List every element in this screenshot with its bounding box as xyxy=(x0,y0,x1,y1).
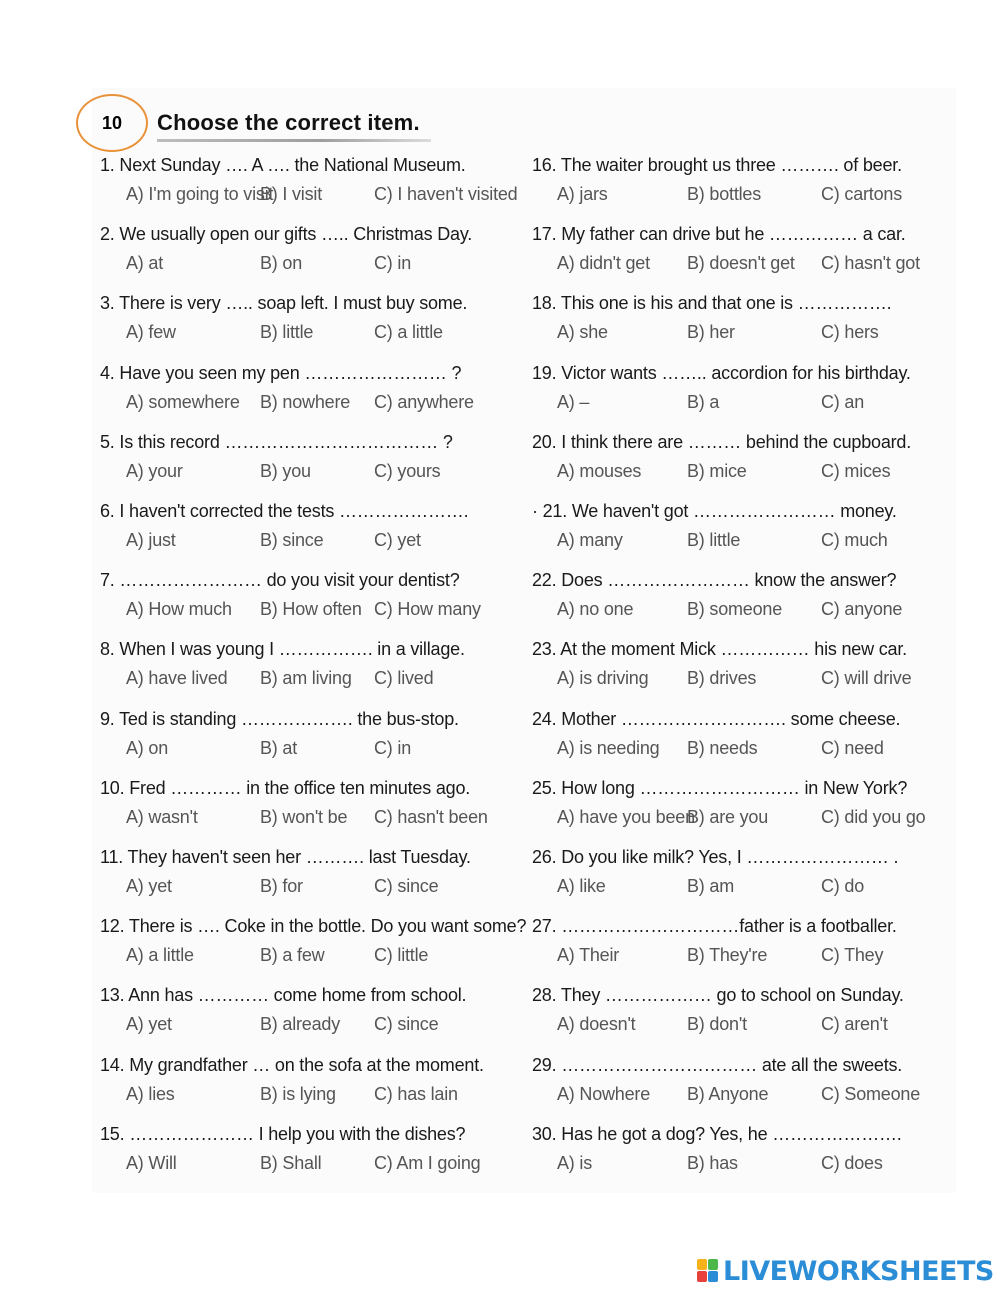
answer-option-c[interactable]: C) do xyxy=(821,876,865,896)
exercise-heading: Choose the correct item. xyxy=(157,110,420,135)
answer-option-b[interactable]: B) a few xyxy=(260,945,325,965)
answer-options xyxy=(532,530,944,554)
question-text: 29. …………………………… ate all the sweets. xyxy=(532,1055,903,1075)
question-item xyxy=(100,224,516,284)
liveworksheets-logo-text: LIVEWORKSHEETS xyxy=(723,1255,994,1287)
answer-option-a[interactable]: A) have you been xyxy=(557,807,695,827)
question-item xyxy=(532,985,944,1045)
question-text: 20. I think there are ……… behind the cupboard. xyxy=(532,432,912,452)
answer-options xyxy=(532,322,944,346)
question-item xyxy=(100,709,516,769)
answer-option-c[interactable]: C) aren't xyxy=(821,1014,888,1034)
answer-option-b[interactable]: B) They're xyxy=(687,945,768,965)
answer-options xyxy=(100,668,516,692)
question-item xyxy=(532,155,944,215)
answer-option-c[interactable]: C) anyone xyxy=(821,599,903,619)
answer-option-c[interactable]: C) much xyxy=(821,530,888,550)
answer-option-c[interactable]: C) hers xyxy=(821,322,879,342)
answer-options xyxy=(532,184,944,208)
answer-option-a[interactable]: A) your xyxy=(126,461,183,481)
answer-option-a[interactable]: A) many xyxy=(557,530,623,550)
question-text: 12. There is …. Coke in the bottle. Do you want some? xyxy=(100,916,527,936)
question-item xyxy=(532,916,944,976)
heading-underline xyxy=(157,139,431,142)
answer-option-b[interactable]: B) I visit xyxy=(260,184,323,204)
answer-options xyxy=(100,876,516,900)
answer-option-a[interactable]: A) lies xyxy=(126,1084,175,1104)
answer-options xyxy=(100,945,516,969)
answer-option-b[interactable]: B) doesn't get xyxy=(687,253,795,273)
answer-options xyxy=(532,807,944,831)
question-item xyxy=(100,1055,516,1115)
answer-option-c[interactable]: C) does xyxy=(821,1153,883,1173)
answer-options xyxy=(532,1153,944,1177)
answer-option-a[interactable]: A) few xyxy=(126,322,176,342)
question-text: · 21. We haven't got …………………… money. xyxy=(532,501,897,521)
answer-option-b[interactable]: B) has xyxy=(687,1153,738,1173)
question-item xyxy=(532,1055,944,1115)
question-item xyxy=(532,501,944,561)
answer-option-a[interactable]: A) – xyxy=(557,392,590,412)
question-item xyxy=(100,570,516,630)
answer-options xyxy=(532,668,944,692)
answer-option-b[interactable]: B) won't be xyxy=(260,807,348,827)
answer-option-c[interactable]: C) has lain xyxy=(374,1084,458,1104)
answer-option-b[interactable]: B) on xyxy=(260,253,303,273)
question-text: 28. They ……………… go to school on Sunday. xyxy=(532,985,904,1005)
question-item xyxy=(100,155,516,215)
answer-options xyxy=(532,1014,944,1038)
answer-option-c[interactable]: C) Someone xyxy=(821,1084,921,1104)
answer-option-b[interactable]: B) needs xyxy=(687,738,758,758)
answer-options xyxy=(100,738,516,762)
answer-option-a[interactable]: A) Will xyxy=(126,1153,177,1173)
answer-options xyxy=(532,945,944,969)
answer-option-c[interactable]: C) hasn't got xyxy=(821,253,920,273)
answer-option-a[interactable]: A) no one xyxy=(557,599,634,619)
answer-option-c[interactable]: C) How many xyxy=(374,599,481,619)
answer-option-a[interactable]: A) at xyxy=(126,253,164,273)
question-text: 13. Ann has ………… come home from school. xyxy=(100,985,467,1005)
answer-option-a[interactable]: A) yet xyxy=(126,876,172,896)
question-item xyxy=(532,224,944,284)
answer-option-a[interactable]: A) somewhere xyxy=(126,392,240,412)
exercise-number-badge: 10 xyxy=(76,94,148,152)
answer-option-c[interactable]: C) lived xyxy=(374,668,434,688)
answer-option-b[interactable]: B) drives xyxy=(687,668,757,688)
answer-option-c[interactable]: C) did you go xyxy=(821,807,926,827)
answer-option-a[interactable]: A) on xyxy=(126,738,169,758)
answer-option-b[interactable]: B) at xyxy=(260,738,298,758)
question-text: 26. Do you like milk? Yes, I …………………… . xyxy=(532,847,899,867)
question-item xyxy=(100,847,516,907)
answer-options xyxy=(100,599,516,623)
answer-options xyxy=(100,392,516,416)
answer-option-a[interactable]: A) is driving xyxy=(557,668,649,688)
answer-option-b[interactable]: B) a xyxy=(687,392,720,412)
answer-options xyxy=(100,461,516,485)
answer-option-a[interactable]: A) didn't get xyxy=(557,253,650,273)
question-item xyxy=(100,432,516,492)
question-item xyxy=(532,432,944,492)
question-item xyxy=(532,363,944,423)
question-text: 25. How long ……………………… in New York? xyxy=(532,778,908,798)
answer-option-a[interactable]: A) doesn't xyxy=(557,1014,636,1034)
answer-option-c[interactable]: C) will drive xyxy=(821,668,912,688)
question-text: 11. They haven't seen her ………. last Tuesday. xyxy=(100,847,471,867)
answer-option-a[interactable]: A) Nowhere xyxy=(557,1084,651,1104)
answer-option-b[interactable]: B) How often xyxy=(260,599,362,619)
answer-option-b[interactable]: B) don't xyxy=(687,1014,747,1034)
question-item xyxy=(100,501,516,561)
answer-option-b[interactable]: B) since xyxy=(260,530,324,550)
answer-option-a[interactable]: A) just xyxy=(126,530,176,550)
answer-option-b[interactable]: B) for xyxy=(260,876,303,896)
question-text: 10. Fred ………… in the office ten minutes ago. xyxy=(100,778,471,798)
answer-option-c[interactable]: C) anywhere xyxy=(374,392,474,412)
answer-option-c[interactable]: C) yet xyxy=(374,530,421,550)
answer-options xyxy=(532,1084,944,1108)
question-item xyxy=(532,709,944,769)
answer-option-a[interactable]: A) she xyxy=(557,322,608,342)
answer-option-b[interactable]: B) little xyxy=(260,322,314,342)
question-item xyxy=(532,778,944,838)
question-text: 30. Has he got a dog? Yes, he …………………. xyxy=(532,1124,902,1144)
question-text: 7. …………………… do you visit your dentist? xyxy=(100,570,460,590)
answer-option-b[interactable]: B) is lying xyxy=(260,1084,336,1104)
question-text: 15. ………………… I help you with the dishes? xyxy=(100,1124,466,1144)
answer-option-a[interactable]: A) is needing xyxy=(557,738,660,758)
question-item xyxy=(100,639,516,699)
answer-option-a[interactable]: A) wasn't xyxy=(126,807,198,827)
answer-option-a[interactable]: A) I'm going to visit xyxy=(126,184,274,204)
question-item xyxy=(532,1124,944,1184)
answer-option-c[interactable]: C) a little xyxy=(374,322,443,342)
answer-option-a[interactable]: A) How much xyxy=(126,599,232,619)
question-item xyxy=(100,778,516,838)
answer-option-b[interactable]: B) nowhere xyxy=(260,392,351,412)
answer-option-a[interactable]: A) a little xyxy=(126,945,194,965)
liveworksheets-logo-icon xyxy=(697,1259,719,1283)
answer-options xyxy=(532,738,944,762)
answer-option-c[interactable]: C) need xyxy=(821,738,884,758)
answer-options xyxy=(100,1014,516,1038)
question-text: 23. At the moment Mick …………… his new car. xyxy=(532,639,907,659)
answer-option-a[interactable]: A) yet xyxy=(126,1014,172,1034)
answer-option-b[interactable]: B) Shall xyxy=(260,1153,322,1173)
question-text: 8. When I was young I ……………. in a village. xyxy=(100,639,465,659)
answer-option-c[interactable]: C) in xyxy=(374,253,412,273)
answer-option-b[interactable]: B) Anyone xyxy=(687,1084,769,1104)
answer-options xyxy=(100,530,516,554)
answer-option-c[interactable]: C) since xyxy=(374,876,439,896)
answer-options xyxy=(532,599,944,623)
question-text: 19. Victor wants …….. accordion for his birthday. xyxy=(532,363,911,383)
answer-options xyxy=(100,322,516,346)
question-item xyxy=(532,847,944,907)
question-item xyxy=(100,293,516,353)
question-text: 24. Mother ………………………. some cheese. xyxy=(532,709,901,729)
answer-option-c[interactable]: C) Am I going xyxy=(374,1153,481,1173)
answer-options xyxy=(100,1084,516,1108)
answer-options xyxy=(100,184,516,208)
question-text: 14. My grandfather … on the sofa at the moment. xyxy=(100,1055,484,1075)
question-text: 22. Does …………………… know the answer? xyxy=(532,570,897,590)
question-text: 2. We usually open our gifts ….. Christmas Day. xyxy=(100,224,473,244)
answer-option-a[interactable]: A) jars xyxy=(557,184,608,204)
answer-option-c[interactable]: C) cartons xyxy=(821,184,903,204)
answer-option-c[interactable]: C) in xyxy=(374,738,412,758)
answer-options xyxy=(100,253,516,277)
answer-option-a[interactable]: A) like xyxy=(557,876,606,896)
answer-option-b[interactable]: B) am xyxy=(687,876,735,896)
question-text: 5. Is this record ……………………………… ? xyxy=(100,432,453,452)
answer-option-a[interactable]: A) have lived xyxy=(126,668,228,688)
answer-option-c[interactable]: C) mices xyxy=(821,461,891,481)
question-text: 3. There is very ….. soap left. I must buy some. xyxy=(100,293,468,313)
liveworksheets-logo[interactable] xyxy=(697,1256,994,1286)
answer-option-c[interactable]: C) I haven't visited xyxy=(374,184,518,204)
question-text: 4. Have you seen my pen …………………… ? xyxy=(100,363,462,383)
answer-options xyxy=(100,1153,516,1177)
answer-options xyxy=(532,461,944,485)
question-item xyxy=(100,916,527,976)
answer-option-c[interactable]: C) They xyxy=(821,945,884,965)
answer-options xyxy=(532,392,944,416)
answer-option-c[interactable]: C) yours xyxy=(374,461,441,481)
question-item xyxy=(532,293,944,353)
question-text: 1. Next Sunday …. A …. the National Museum. xyxy=(100,155,466,175)
answer-option-c[interactable]: C) an xyxy=(821,392,865,412)
answer-option-c[interactable]: C) hasn't been xyxy=(374,807,488,827)
answer-option-a[interactable]: A) mouses xyxy=(557,461,642,481)
answer-option-b[interactable]: B) am living xyxy=(260,668,352,688)
question-item xyxy=(100,363,516,423)
question-text: 16. The waiter brought us three ………. of beer. xyxy=(532,155,902,175)
question-text: 27. …………………………father is a footballer. xyxy=(532,916,897,936)
answer-option-b[interactable]: B) little xyxy=(687,530,741,550)
question-text: 6. I haven't corrected the tests …………………. xyxy=(100,501,469,521)
answer-options xyxy=(532,876,944,900)
answer-option-b[interactable]: B) bottles xyxy=(687,184,762,204)
question-text: 9. Ted is standing ………………. the bus-stop. xyxy=(100,709,459,729)
answer-option-b[interactable]: B) already xyxy=(260,1014,341,1034)
answer-option-b[interactable]: B) her xyxy=(687,322,735,342)
answer-options xyxy=(100,807,516,831)
question-item xyxy=(532,570,944,630)
answer-option-c[interactable]: C) since xyxy=(374,1014,439,1034)
answer-options xyxy=(532,253,944,277)
answer-option-a[interactable]: A) is xyxy=(557,1153,593,1173)
answer-option-c[interactable]: C) little xyxy=(374,945,429,965)
question-item xyxy=(532,639,944,699)
answer-option-a[interactable]: A) Their xyxy=(557,945,620,965)
question-text: 17. My father can drive but he …………… a car. xyxy=(532,224,906,244)
answer-option-b[interactable]: B) you xyxy=(260,461,311,481)
answer-option-b[interactable]: B) are you xyxy=(687,807,769,827)
question-text: 18. This one is his and that one is ……………. xyxy=(532,293,892,313)
question-item xyxy=(100,1124,516,1184)
answer-option-b[interactable]: B) mice xyxy=(687,461,747,481)
answer-option-b[interactable]: B) someone xyxy=(687,599,783,619)
question-item xyxy=(100,985,516,1045)
